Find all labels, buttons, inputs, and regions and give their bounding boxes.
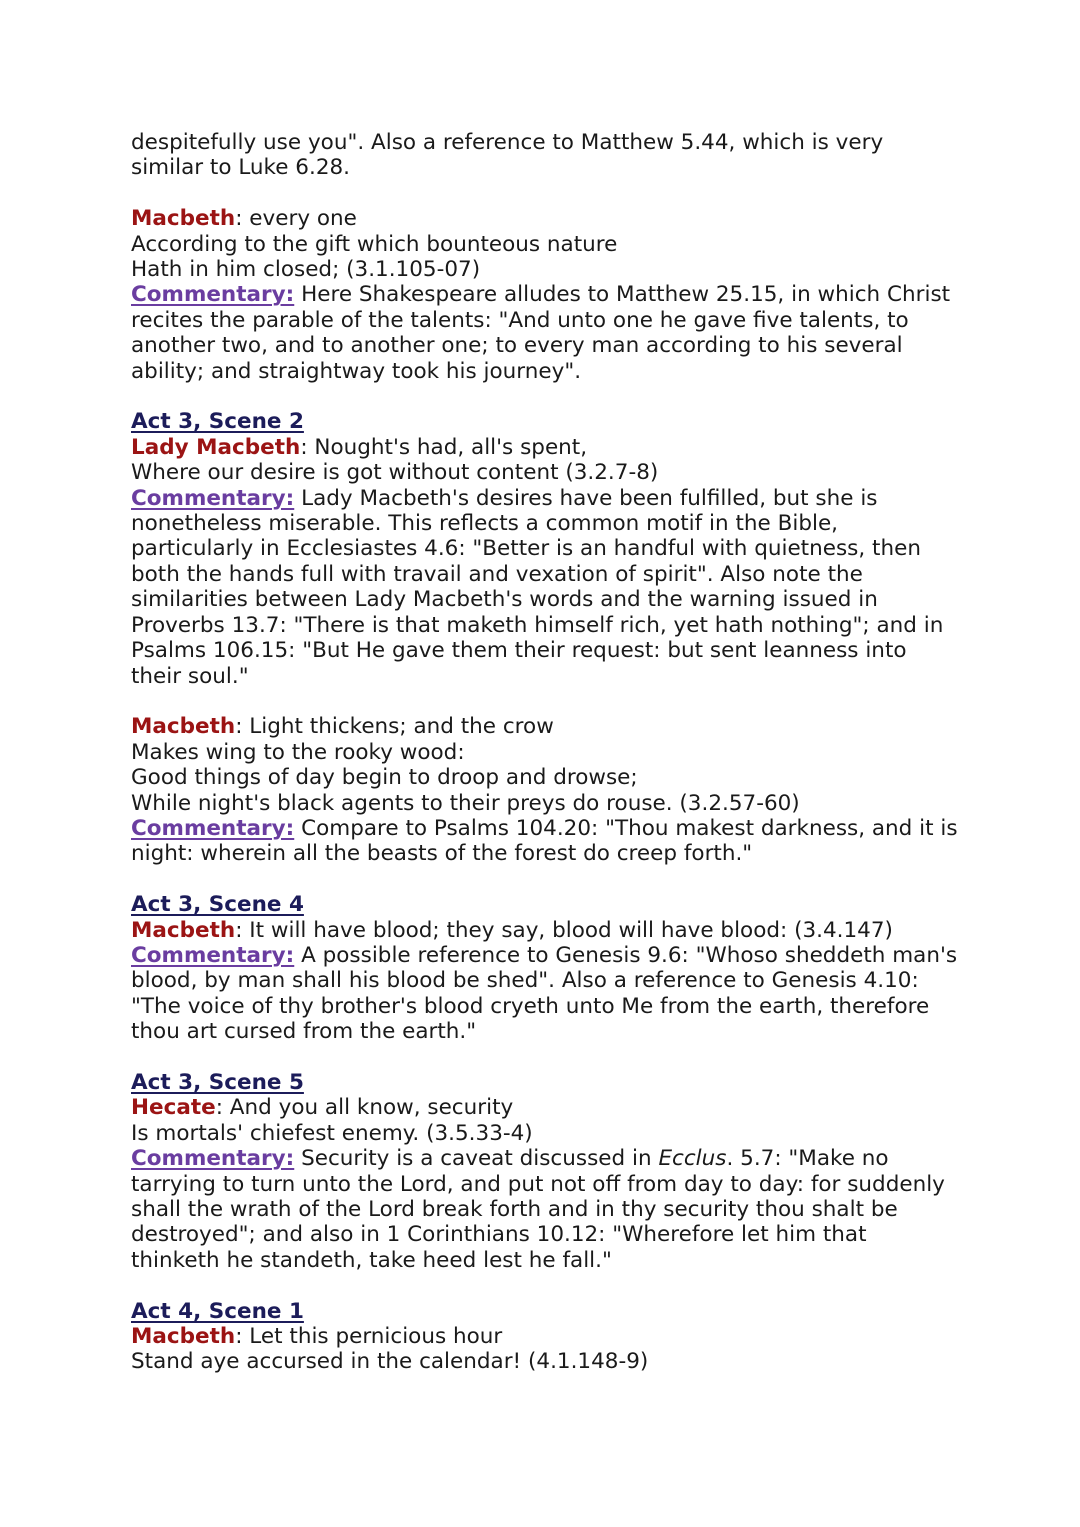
commentary-link[interactable]: Commentary:	[131, 485, 295, 511]
speaker-name: Lady Macbeth	[131, 434, 301, 460]
commentary-link[interactable]: Commentary:	[131, 1146, 295, 1172]
quote-line: Good things of day begin to droop and drowse;	[131, 765, 638, 791]
scene-heading-link[interactable]: Act 3, Scene 2	[131, 409, 304, 435]
quote-text: : Nought's had, all's spent,	[300, 434, 588, 460]
scene-heading-link[interactable]: Act 3, Scene 5	[131, 1069, 304, 1095]
scene-heading-link[interactable]: Act 3, Scene 4	[131, 892, 304, 918]
speaker-name: Macbeth	[131, 1324, 236, 1349]
scene-heading-row	[131, 1070, 961, 1095]
document-page	[131, 130, 961, 1400]
quote-first-line	[131, 1324, 961, 1349]
speaker-name: Macbeth	[131, 714, 236, 740]
quote-first-line	[131, 1095, 961, 1120]
scene-heading-row	[131, 409, 961, 434]
quote-text: : And you all know, security	[215, 1095, 514, 1121]
scene-section	[131, 892, 961, 1044]
commentary-text: . 5.7: "Make no tarrying to turn unto the Lord, and put not off from day to day: for suddenly shall the wrath of the Lord break forth and in thy security thou shalt be destroyed"; and also in 1 Corinthians 10.12: "Wherefore let him that thinketh he standeth, take heed lest he fall."	[131, 1146, 945, 1273]
quote-line: Is mortals' chiefest enemy. (3.5.33-4)	[131, 1120, 533, 1146]
speaker-name: Macbeth	[131, 206, 236, 232]
quote-first-line	[131, 206, 961, 231]
commentary-text: Compare to Psalms 104.20: "Thou makest darkness, and it is night: wherein all the beasts of the forest do creep forth."	[131, 815, 958, 867]
quote-text: : Let this pernicious hour	[235, 1324, 503, 1349]
commentary-text: Security is a caveat discussed in	[294, 1146, 659, 1172]
quote-line: Makes wing to the rooky wood:	[131, 739, 465, 765]
quote-entry	[131, 206, 961, 384]
commentary-link[interactable]: Commentary:	[131, 942, 295, 968]
quote-first-line	[131, 435, 961, 460]
commentary-paragraph	[131, 1146, 961, 1273]
quote-line: Stand aye accursed in the calendar! (4.1.148-9)	[131, 1349, 649, 1375]
scene-section	[131, 1299, 961, 1375]
commentary-text: A possible reference to Genesis 9.6: "Whoso sheddeth man's blood, by man shall his blood be shed". Also a reference to Genesis 4.10: "The voice of thy brother's blood cryeth unto Me from the earth, therefore thou art cursed from the earth."	[131, 942, 958, 1045]
commentary-link[interactable]: Commentary:	[131, 815, 295, 841]
scene-section	[131, 1070, 961, 1273]
commentary-paragraph	[131, 282, 961, 384]
quote-line: According to the gift which bounteous nature	[131, 231, 618, 257]
speaker-name: Macbeth	[131, 917, 236, 943]
quote-text: : every one	[235, 206, 357, 232]
scene-heading-row	[131, 892, 961, 917]
quote-line: While night's black agents to their preys do rouse. (3.2.57-60)	[131, 790, 800, 816]
intro-paragraph	[131, 130, 961, 181]
quote-first-line	[131, 714, 961, 739]
quote-text: : Light thickens; and the crow	[235, 714, 554, 740]
commentary-text: Here Shakespeare alludes to Matthew 25.15, in which Christ recites the parable of the talents: "And unto one he gave five talents, to another two, and to another one; to every man according to his several ability; and straightway took his journey".	[131, 282, 951, 384]
commentary-paragraph	[131, 816, 961, 867]
quote-text: : It will have blood; they say, blood will have blood: (3.4.147)	[235, 917, 893, 943]
commentary-paragraph	[131, 943, 961, 1045]
commentary-paragraph	[131, 486, 961, 689]
commentary-text: Lady Macbeth's desires have been fulfilled, but she is nonetheless miserable. This reflects a common motif in the Bible, particularly in Ecclesiastes 4.6: "Better is an handful with quietness, then both the hands full with travail and vexation of spirit". Also note the similarities between Lady Macbeth's words and the warning issued in Proverbs 13.7: "There is that maketh himself rich, yet hath nothing"; and in Psalms 106.15: "But He gave them their request: but sent leanness into their soul."	[131, 485, 944, 689]
quote-first-line	[131, 918, 961, 943]
scene-heading-row	[131, 1299, 961, 1324]
commentary-italic-title: Ecclus	[658, 1146, 727, 1172]
text-line: despitefully use you". Also a reference to Matthew 5.44, which is very	[131, 130, 884, 155]
quote-entry	[131, 714, 961, 866]
quote-line: Where our desire is got without content (3.2.7-8)	[131, 460, 659, 486]
speaker-name: Hecate	[131, 1095, 216, 1121]
quote-line: Hath in him closed; (3.1.105-07)	[131, 257, 481, 283]
scene-heading-link[interactable]: Act 4, Scene 1	[131, 1298, 304, 1324]
commentary-link[interactable]: Commentary:	[131, 282, 295, 308]
text-line: similar to Luke 6.28.	[131, 155, 351, 181]
scene-section	[131, 409, 961, 688]
